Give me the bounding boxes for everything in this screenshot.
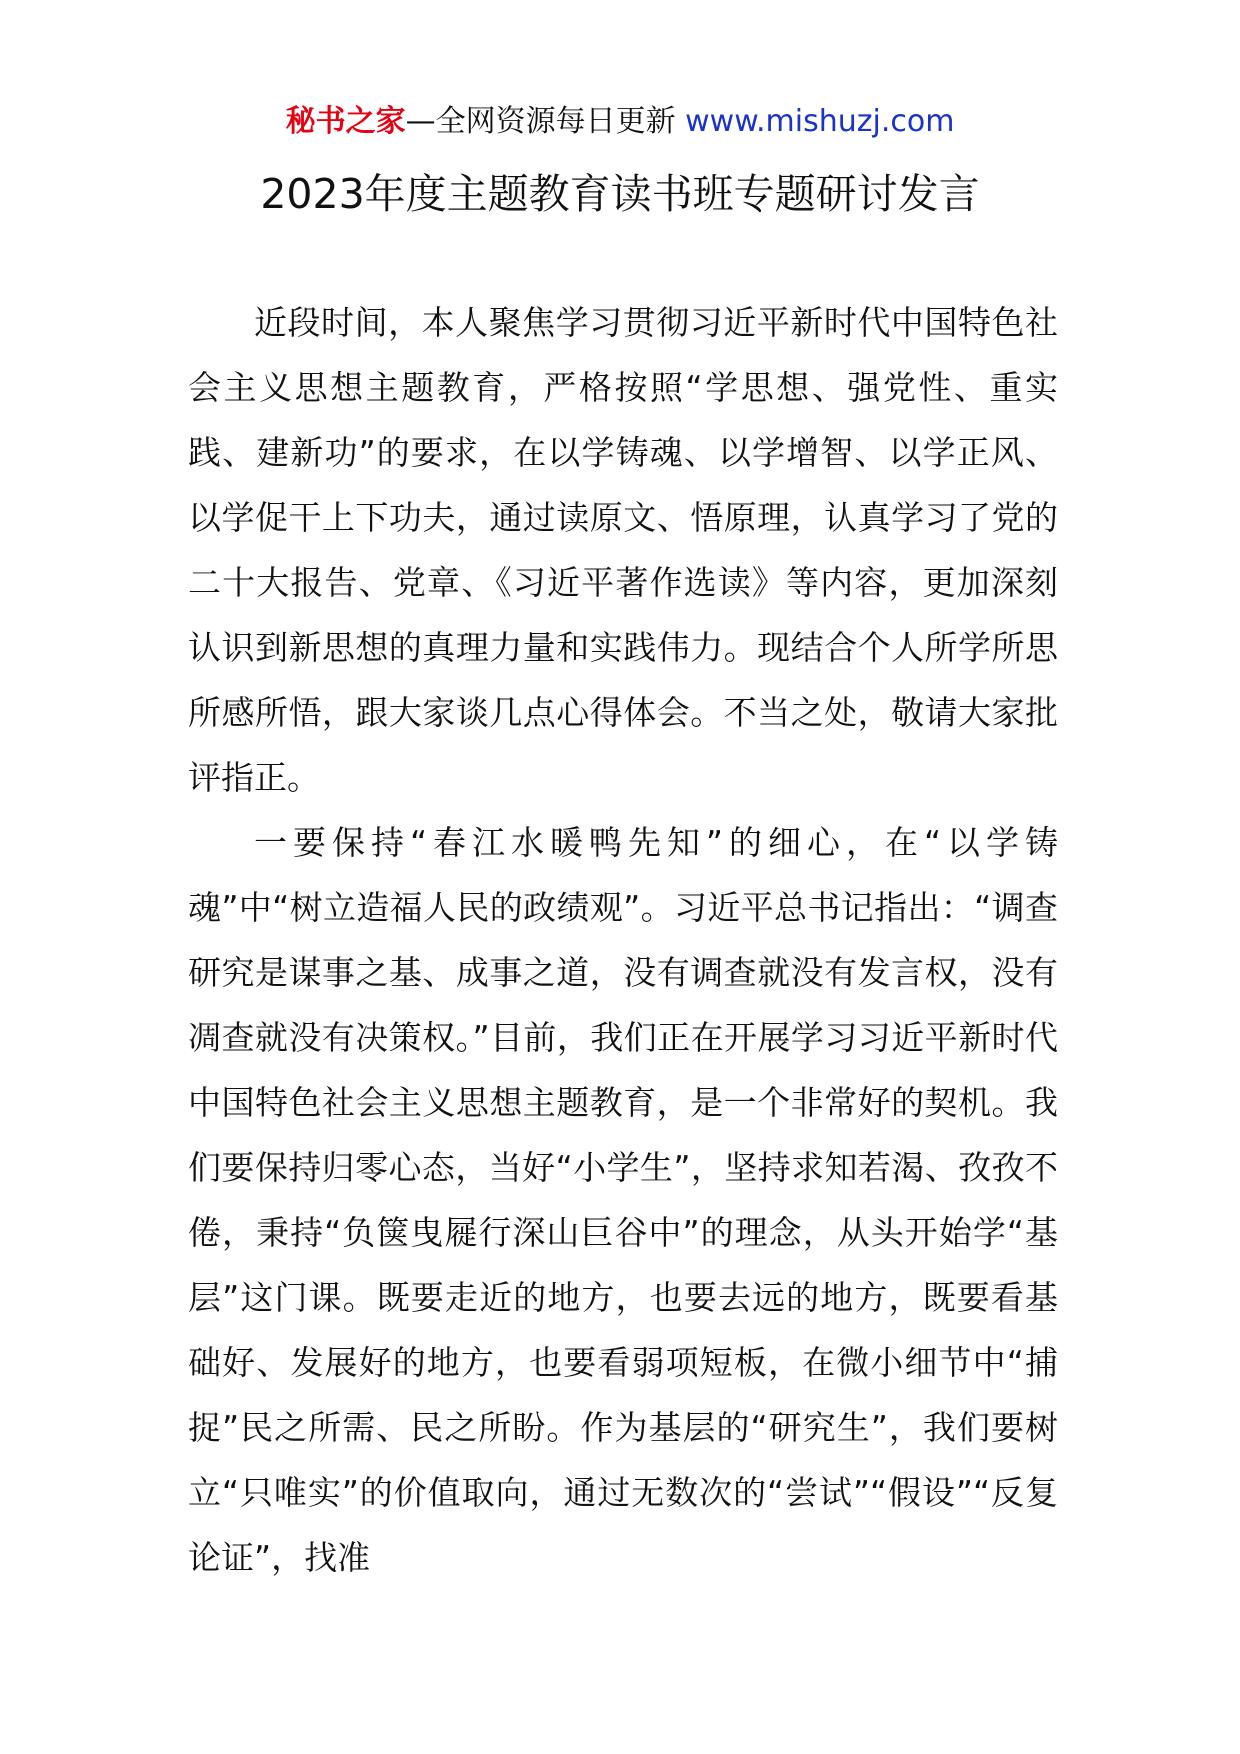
brand-tagline: —全网资源每日更新 — [405, 104, 676, 139]
document-title: 2023年度主题教育读书班专题研讨发言 — [260, 170, 980, 218]
watermark-banner — [0, 102, 1240, 142]
document-body — [188, 290, 1058, 1590]
brand-name: 秘书之家 — [285, 104, 406, 139]
brand-url: www.mishuzj.com — [685, 104, 955, 139]
paragraph: 近段时间，本人聚焦学习贯彻习近平新时代中国特色社会主义思想主题教育，严格按照“学思想、强党性、重实践、建新功”的要求，在以学铸魂、以学增智、以学正风、以学促干上下功夫，通过读原文、悟原理，认真学习了党的二十大报告、党章、《习近平著作选读》等内容，更加深刻认识到新思想的真理力量和实践伟力。现结合个人所学所思所感所悟，跟大家谈几点心得体会。不当之处，敬请大家批评指正。 — [188, 303, 1058, 797]
paragraph: 一要保持“春江水暖鸭先知”的细心，在“以学铸魂”中“树立造福人民的政绩观”。习近平总书记指出：“调查研究是谋事之基、成事之道，没有调查就没有发言权，没有凋查就没有决策权。”目前，我们正在开展学习习近平新时代中国特色社会主义思想主题教育，是一个非常好的契机。我们要保持归零心态，当好“小学生”，坚持求知若渴、孜孜不倦，秉持“负箧曳屣行深山巨谷中”的理念，从头开始学“基层”这门课。既要走近的地方，也要去远的地方，既要看基础好、发展好的地方，也要看弱项短板，在微小细节中“捕捉”民之所需、民之所盼。作为基层的“研究生”，我们要树立“只唯实”的价值取向，通过无数次的“尝试”“假设”“反复论证”，找准 — [188, 823, 1058, 1577]
